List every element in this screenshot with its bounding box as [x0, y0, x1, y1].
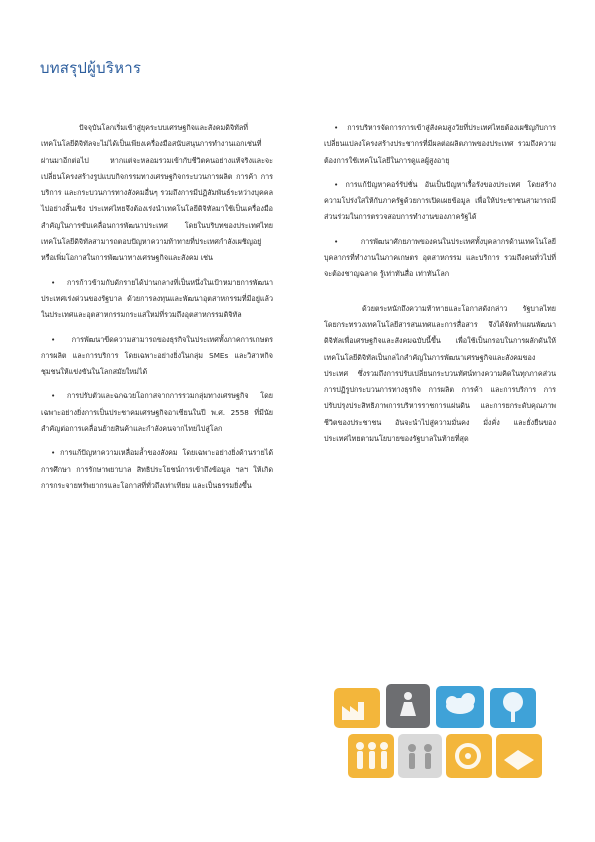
bullet-business-capacity: • การพัฒนาขีดความสามารถของธุรกิจในประเทศทั้งภาคการเกษตร การผลิต และการบริการ โดยเฉพาะอย่างยิ่งในกลุ่ม SMEs และวิสาหกิจชุมชนให้แข่งขันในโลกสมัยใหม่ได้ [41, 332, 273, 381]
tile-industry [334, 688, 380, 728]
bullet-corruption: • การแก้ปัญหาคอร์รัปชั่น อันเป็นปัญหาเรื้อรังของประเทศ โดยสร้างความโปร่งใสให้กับภาครัฐด้วยการเปิดเผยข้อมูล เพื่อให้ประชาชนสามารถมีส่วนร่วมในการตรวจสอบการทำงานของภาครัฐได้ [324, 177, 556, 226]
bullet-economic-integration: • การปรับตัวและฉกฉวยโอกาสจากการรวมกลุ่มทางเศรษฐกิจ โดยเฉพาะอย่างยิ่งการเป็นประชาคมเศรษฐกิจอาเซียนในปี พ.ศ. 2558 ที่มีนัยสำคัญต่อการเคลื่อนย้ายสินค้าและกำลังคนจากไทยไปสู่โลก [41, 388, 273, 437]
bullet-aging-society: • การบริหารจัดการการเข้าสู่สังคมสูงวัยที่ประเทศไทยต้องเผชิญกับการเปลี่ยนแปลงโครงสร้างประชากรที่มีผลต่อผลิตภาพของประเทศ รวมถึงความต้องการใช้เทคโนโลยีในการดูแลผู้สูงอายุ [324, 120, 556, 169]
community-icon [408, 744, 416, 752]
page-title: บทสรุปผู้บริหาร [40, 59, 142, 77]
intro-paragraph: ปัจจุบันโลกเริ่มเข้าสู่ยุคระบบเศรษฐกิจและสังคมดิจิทัลที่เทคโนโลยีดิจิทัลจะไม่ได้เป็นเพียงเครื่องมือสนับสนุนการทำงานเอกเช่นที่ผ่านมาอีกต่อไป หากแต่จะหลอมรวมเข้ากับชีวิตคนอย่างแท้จริงและจะเปลี่ยนโครงสร้างรูปแบบกิจกรรมทางเศรษฐกิจกระบวนการผลิต การค้า การบริการ และกระบวนการทางสังคมอื่นๆ รวมถึงการมีปฏิสัมพันธ์ระหว่างบุคคลไปอย่างสิ้นเชิง ประเทศไทยจึงต้องเร่งนำเทคโนโลยีดิจิทัลมาใช้เป็นเครื่องมือสำคัญในการขับเคลื่อนการพัฒนาประเทศ โดยในบริบทของประเทศไทย เทคโนโลยีดิจิทัลสามารถตอบปัญหาความท้าทายที่ประเทศกำลังเผชิญอยู่หรือเพิ่มโอกาสในการพัฒนาทางเศรษฐกิจและสังคม เช่น [41, 123, 273, 263]
bullet-human-capacity: • การพัฒนาศักยภาพของคนในประเทศทั้งบุคลากรด้านเทคโนโลยี บุคลากรที่ทำงานในภาคเกษตร อุตสาหกรรม และบริการ รวมถึงคนทั่วไปที่จะต้องชาญฉลาด รู้เท่าทันสื่อ เท่าทันโลก [324, 234, 556, 283]
digital-economy-illustration [328, 680, 558, 790]
conclusion-paragraph: ด้วยตระหนักถึงความท้าทายและโอกาสดังกล่าว รัฐบาลไทย โดยกระทรวงเทคโนโลยีสารสนเทศและการสื่อสาร จึงได้จัดทำแผนพัฒนาดิจิทัลเพื่อเศรษฐกิจและสังคมฉบับนี้ขึ้น เพื่อใช้เป็นกรอบในการผลักดันให้เทคโนโลยีดิจิทัลเป็นกลไกสำคัญในการพัฒนาเศรษฐกิจและสังคมของประเทศ ซึ่งรวมถึงการปรับเปลี่ยนกระบวนทัศน์ทางความคิดในทุกภาคส่วน การปฏิรูปกระบวนการทางธุรกิจ การผลิต การค้า และการบริการ การปรับปรุงประสิทธิภาพการบริหารราชการแผ่นดิน และการยกระดับคุณภาพชีวิตของประชาชน อันจะนำไปสู่ความมั่นคง มั่งคั่ง และยั่งยืนของประเทศไทยตามนโยบายของรัฐบาลในท้ายที่สุด [324, 303, 556, 444]
person-icon [404, 692, 412, 700]
right-column [324, 120, 556, 447]
bullet-middle-income-trap: • การก้าวข้ามกับดักรายได้ปานกลางที่เป็นหนึ่งในเป้าหมายการพัฒนาประเทศเร่งด่วนของรัฐบาล ด้วยการลงทุนและพัฒนาอุตสาหกรรมที่มีอยู่แล้วในประเทศและอุตสาหกรรมกระแสใหม่ที่รวมถึงอุตสาหกรรมดิจิทัล [41, 275, 273, 324]
people-icon [356, 742, 364, 750]
tree-icon [503, 692, 523, 712]
bullet-inequality: • การแก้ปัญหาความเหลื่อมล้ำของสังคม โดยเฉพาะอย่างยิ่งด้านรายได้ การศึกษา การรักษาพยาบาล สิทธิประโยชน์การเข้าถึงข้อมูล ฯลฯ ให้เกิดการกระจายทรัพยากรและโอกาสที่ทั่วถึงเท่าเทียม และเป็นธรรมยิ่งขึ้น [41, 445, 273, 494]
tile-community [398, 734, 442, 778]
left-column [41, 120, 273, 494]
